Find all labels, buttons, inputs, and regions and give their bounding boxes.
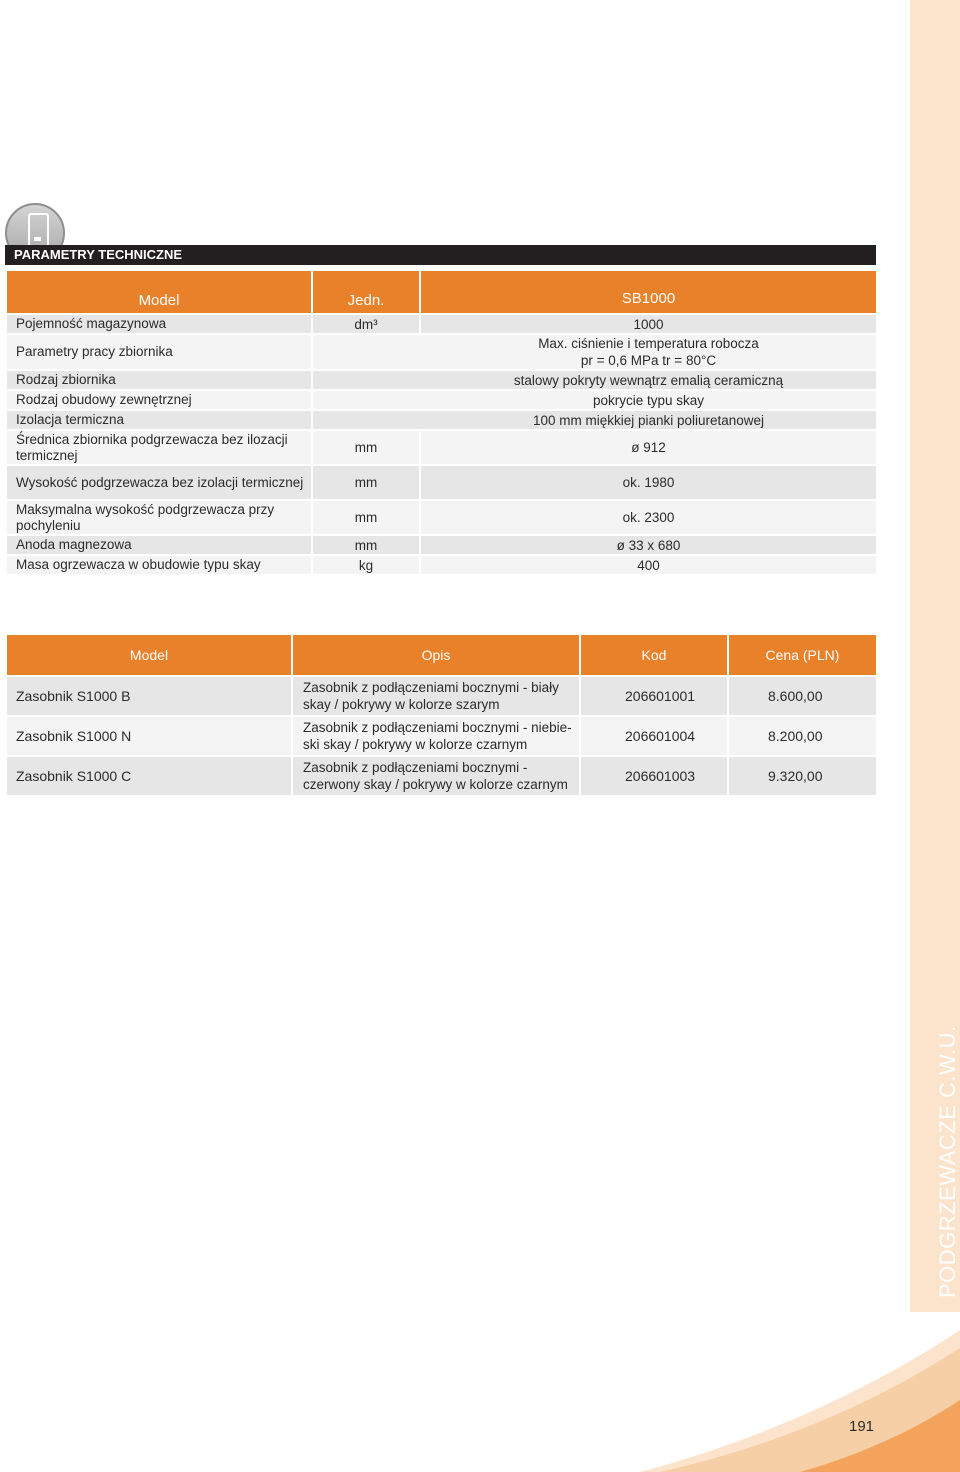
spec-value: 1000 (420, 314, 877, 334)
spec-param: Wysokość podgrzewacza bez izolacji termicznej (6, 465, 312, 500)
spec-table (5, 269, 878, 576)
spec-row (6, 555, 877, 575)
spec-unit: mm (312, 500, 420, 535)
price-row (6, 676, 877, 716)
spec-unit (312, 410, 420, 430)
price-description: Zasobnik z podłączeniami bocznymi - niebie- ski skay / pokrywy w kolorze czarnym (292, 716, 580, 756)
price-model: Zasobnik S1000 C (6, 756, 292, 796)
spec-unit: mm (312, 465, 420, 500)
spec-param: Anoda magnezowa (6, 535, 312, 555)
header-price: Cena (PLN) (728, 634, 877, 676)
page-corner-decoration (640, 1330, 960, 1472)
price-value: 8.200,00 (728, 716, 877, 756)
header-model: Model (6, 634, 292, 676)
spec-unit (312, 370, 420, 390)
spec-value: ok. 2300 (420, 500, 877, 535)
spec-param: Maksymalna wysokość podgrzewacza przy pochyleniu (6, 500, 312, 535)
header-model: Model (6, 270, 312, 314)
spec-param: Parametry pracy zbiornika (6, 334, 312, 370)
price-value: 9.320,00 (728, 756, 877, 796)
price-description: Zasobnik z podłączeniami bocznymi - biały skay / pokrywy w kolorze szarym (292, 676, 580, 716)
spec-value: 100 mm miękkiej pianki poliuretanowej (420, 410, 877, 430)
section-title: PARAMETRY TECHNICZNE (5, 245, 876, 265)
spec-table-header (6, 270, 877, 314)
spec-unit (312, 390, 420, 410)
spec-value: ø 912 (420, 430, 877, 465)
price-code: 206601003 (580, 756, 728, 796)
header-sb1000: SB1000 (420, 270, 877, 314)
spec-param: Średnica zbiornika podgrzewacza bez ilozacji termicznej (6, 430, 312, 465)
spec-row (6, 535, 877, 555)
spec-row (6, 334, 877, 370)
spec-param: Masa ogrzewacza w obudowie typu skay (6, 555, 312, 575)
spec-row (6, 500, 877, 535)
price-model: Zasobnik S1000 N (6, 716, 292, 756)
price-value: 8.600,00 (728, 676, 877, 716)
spec-unit: mm (312, 535, 420, 555)
price-code: 206601001 (580, 676, 728, 716)
header-description: Opis (292, 634, 580, 676)
spec-param: Pojemność magazynowa (6, 314, 312, 334)
spec-value: stalowy pokryty wewnątrz emalią ceramiczną (420, 370, 877, 390)
header-unit: Jedn. (312, 270, 420, 314)
price-row (6, 756, 877, 796)
page-number: 191 (849, 1418, 875, 1435)
side-category-label: PODGRZEWACZE C.W.U. (935, 1025, 960, 1298)
price-code: 206601004 (580, 716, 728, 756)
spec-param: Rodzaj zbiornika (6, 370, 312, 390)
spec-row (6, 410, 877, 430)
spec-row (6, 314, 877, 334)
spec-unit (312, 334, 420, 370)
price-row (6, 716, 877, 756)
spec-unit: mm (312, 430, 420, 465)
spec-row (6, 430, 877, 465)
price-model: Zasobnik S1000 B (6, 676, 292, 716)
spec-unit: kg (312, 555, 420, 575)
spec-value: Max. ciśnienie i temperatura robocza pr = 0,6 MPa tr = 80°C (420, 334, 877, 370)
price-table (5, 633, 878, 797)
spec-value: pokrycie typu skay (420, 390, 877, 410)
spec-value: ok. 1980 (420, 465, 877, 500)
price-table-header (6, 634, 877, 676)
spec-unit: dm³ (312, 314, 420, 334)
spec-param: Rodzaj obudowy zewnętrznej (6, 390, 312, 410)
spec-row (6, 390, 877, 410)
spec-value: ø 33 x 680 (420, 535, 877, 555)
header-code: Kod (580, 634, 728, 676)
spec-row (6, 370, 877, 390)
spec-value: 400 (420, 555, 877, 575)
spec-row (6, 465, 877, 500)
price-description: Zasobnik z podłączeniami bocznymi - czerwony skay / pokrywy w kolorze czarnym (292, 756, 580, 796)
spec-param: Izolacja termiczna (6, 410, 312, 430)
